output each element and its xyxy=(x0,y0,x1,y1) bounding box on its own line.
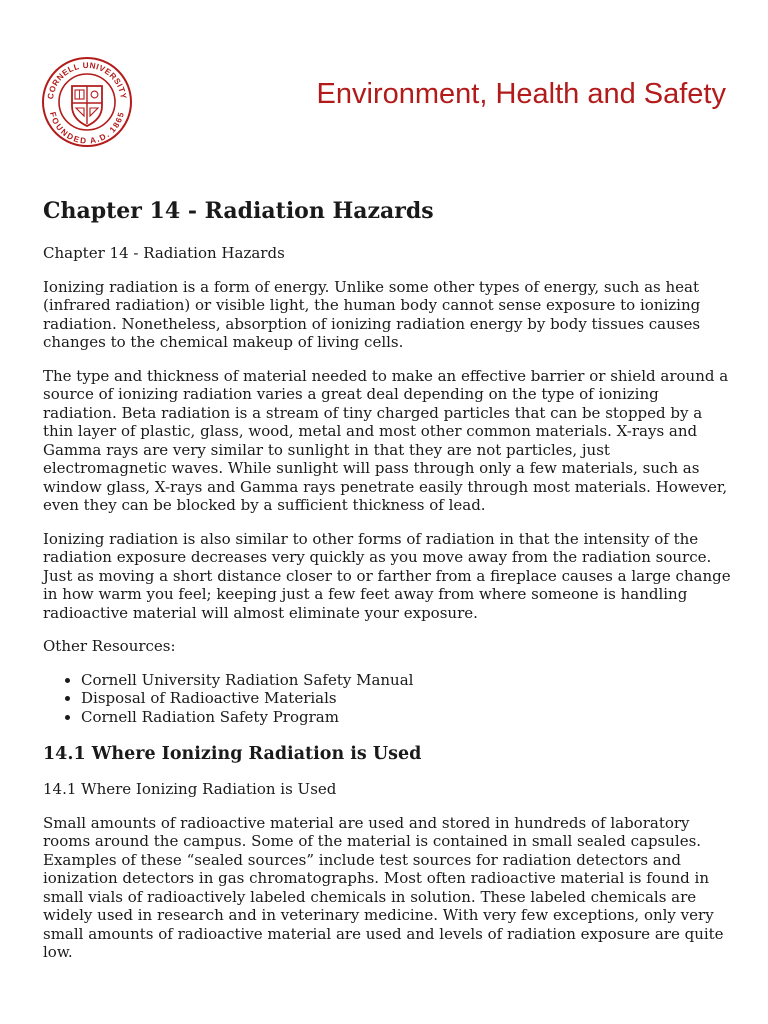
cornell-seal-logo xyxy=(41,56,133,148)
section-14-1-title: 14.1 Where Ionizing Radiation is Used xyxy=(43,744,422,764)
resources-label: Other Resources: xyxy=(43,637,176,655)
resource-link-radiation-safety-program[interactable]: Cornell Radiation Safety Program xyxy=(81,707,339,726)
page-header xyxy=(0,0,768,190)
chapter-subtitle: Chapter 14 - Radiation Hazards xyxy=(43,244,285,262)
resource-link-radiation-safety-manual[interactable]: Cornell University Radiation Safety Manual xyxy=(81,670,414,689)
chapter-title: Chapter 14 - Radiation Hazards xyxy=(43,198,434,224)
chapter-paragraph-2: The type and thickness of material needed to make an effective barrier or shield around a source of ionizing radiation varies a great deal depending on the type of ionizing radiation. Beta radiation is a stream of tiny charged particles that can be stopped by a thin layer of plastic, glass, wood, metal and most other common materials. X-rays and Gamma rays are very similar to sunlight in that they are not particles, just electromagnetic waves. While sunlight will pass through only a few materials, such as window glass, X-rays and Gamma rays penetrate easily through most materials. However, even they can be blocked by a sufficient thickness of lead. xyxy=(43,366,729,514)
resource-link-disposal-radioactive-materials[interactable]: Disposal of Radioactive Materials xyxy=(81,689,337,707)
seal-top-text: CORNELL UNIVERSITY xyxy=(46,60,128,100)
site-title[interactable]: Environment, Health and Safety xyxy=(316,78,726,110)
chapter-paragraph-1: Ionizing radiation is a form of energy. Unlike some other types of energy, such as heat (infrared radiation) or visible light, the human body cannot sense exposure to ionizing radiation. Nonetheless, absorption of ionizing radiation energy by body tissues causes changes to the chemical makeup of living cells. xyxy=(43,277,701,351)
resource-item[interactable] xyxy=(81,689,733,708)
resources-list xyxy=(43,671,733,727)
resource-item[interactable] xyxy=(81,671,733,690)
section-14-1-subtitle: 14.1 Where Ionizing Radiation is Used xyxy=(43,780,337,798)
main-content xyxy=(43,196,733,977)
seal-bottom-text: FOUNDED A.D. 1865 xyxy=(47,111,127,146)
chapter-paragraph-3: Ionizing radiation is also similar to other forms of radiation in that the intensity of the radiation exposure decreases very quickly as you move away from the radiation source. Just as moving a short distance closer to or farther from a fireplace causes a large change in how warm you feel; keeping just a few feet away from where someone is handling radioactive material will almost eliminate your exposure. xyxy=(43,529,731,622)
section-14-1-paragraph: Small amounts of radioactive material are used and stored in hundreds of laboratory rooms around the campus. Some of the material is contained in small sealed capsules. Examples of these “sealed sources” include test sources for radiation detectors and ionization detectors in gas chromatographs. Most often radioactive material is found in small vials of radioactively labeled chemicals in solution. These labeled chemicals are widely used in research and in veterinary medicine. With very few exceptions, only very small amounts of radioactive material are used and levels of radiation exposure are quite low. xyxy=(43,813,724,961)
resource-item[interactable] xyxy=(81,708,733,727)
